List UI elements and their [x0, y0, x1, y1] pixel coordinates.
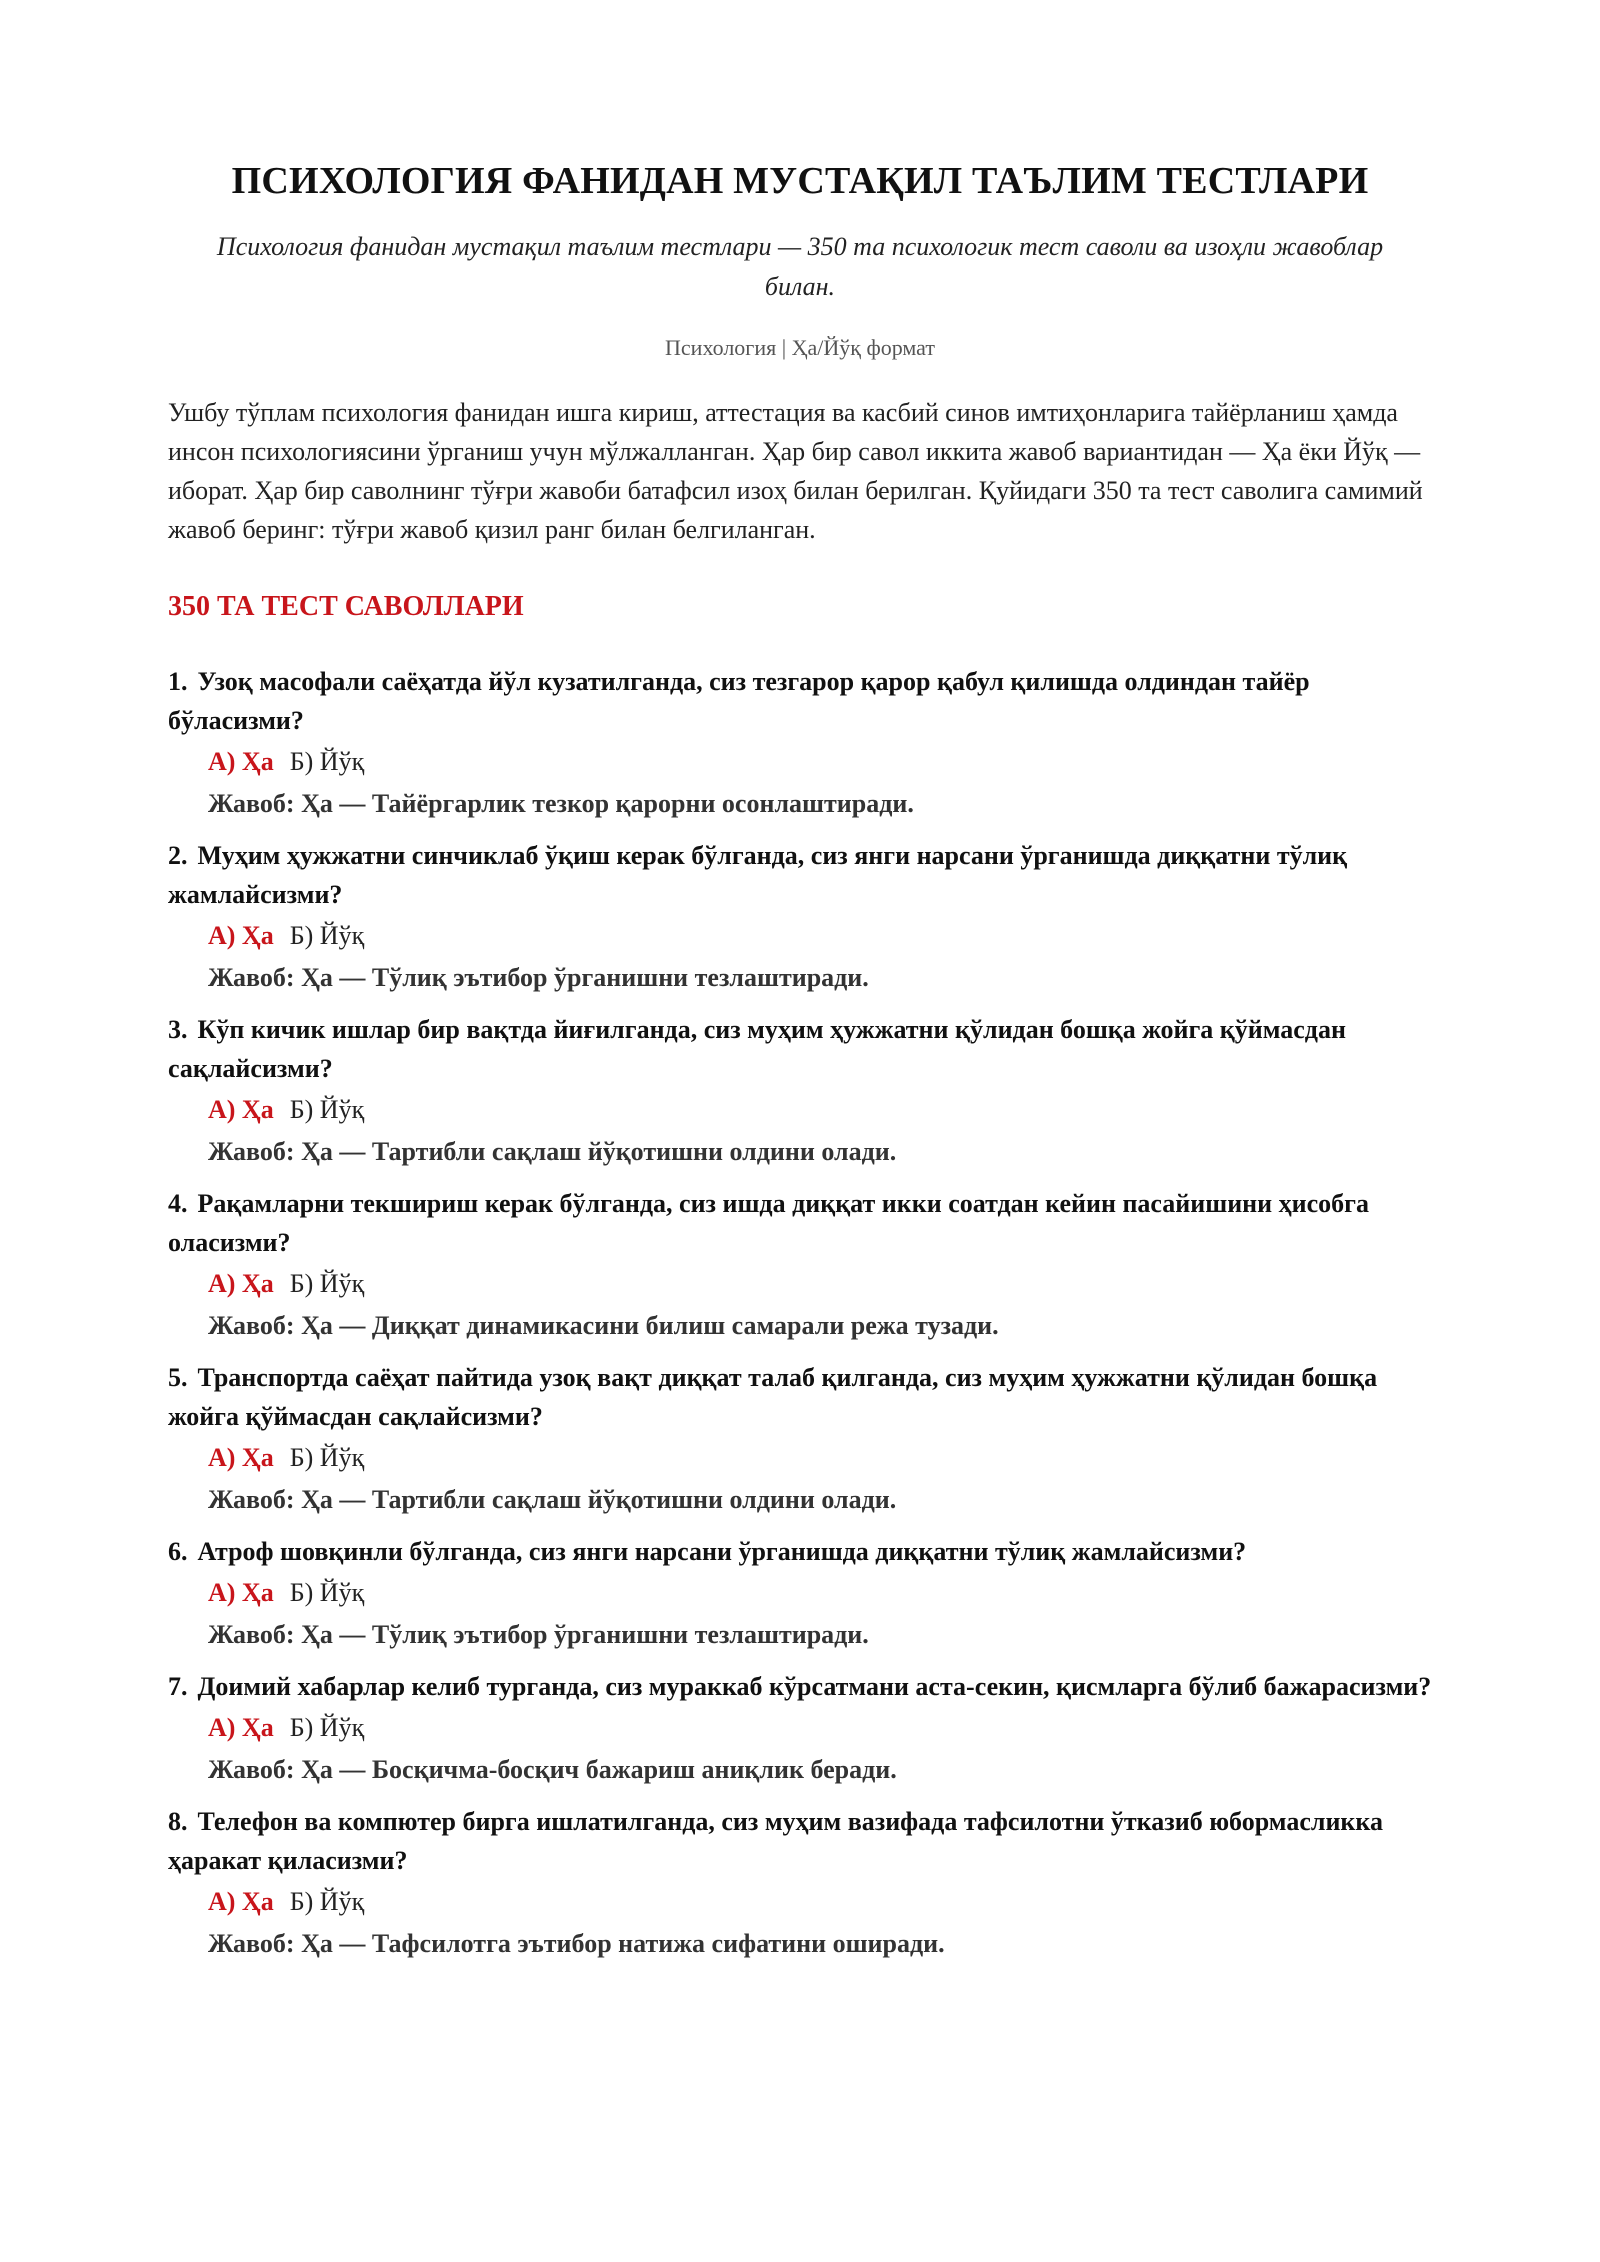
question-text-row — [168, 1358, 1432, 1436]
question-item — [168, 1010, 1432, 1172]
question-answer: Жавоб: Ҳа — Тўлиқ эътибор ўрганишни тезлаштиради. — [208, 963, 869, 992]
option-a: А) Ҳа — [208, 1713, 274, 1742]
option-b: Б) Йўқ — [289, 1269, 365, 1298]
question-item — [168, 1532, 1432, 1655]
question-options — [168, 1706, 1432, 1750]
option-b: Б) Йўқ — [289, 747, 365, 776]
document-meta: Психология | Ҳа/Йўқ формат — [665, 335, 935, 360]
question-answer: Жавоб: Ҳа — Тайёргарлик тезкор қарорни осонлаштиради. — [208, 789, 914, 818]
question-answer: Жавоб: Ҳа — Тартибли сақлаш йўқотишни олдини олади. — [208, 1485, 897, 1514]
question-item — [168, 662, 1432, 824]
question-answer: Жавоб: Ҳа — Тўлиқ эътибор ўрганишни тезлаштиради. — [208, 1620, 869, 1649]
question-text-row — [168, 1184, 1432, 1262]
option-a: А) Ҳа — [208, 1578, 274, 1607]
question-item — [168, 1667, 1432, 1790]
question-text-row — [168, 836, 1432, 914]
question-text: Узоқ масофали саёҳатда йўл кузатилганда, сиз тезгарор қарор қабул қилишда олдиндан тайёр бўласизми? — [168, 667, 1310, 735]
question-text: Кўп кичик ишлар бир вақтда йиғилганда, сиз муҳим ҳужжатни қўлидан бошқа жойга қўймасдан сақлайсизми? — [168, 1015, 1346, 1083]
question-text: Доимий хабарлар келиб турганда, сиз мураккаб кўрсатмани аста-секин, қисмларга бўлиб бажарасизми? — [197, 1672, 1432, 1701]
question-options — [168, 1571, 1432, 1615]
option-b: Б) Йўқ — [289, 1578, 365, 1607]
question-text: Рақамларни текшириш керак бўлганда, сиз ишда диққат икки соатдан кейин пасайишини ҳисобга оласизми? — [168, 1189, 1369, 1257]
question-number: 7. — [168, 1672, 188, 1701]
question-text: Муҳим ҳужжатни синчиклаб ўқиш керак бўлганда, сиз янги нарсани ўрганишда диққатни тўлиқ жамлайсизми? — [168, 841, 1348, 909]
option-a: А) Ҳа — [208, 747, 274, 776]
option-b: Б) Йўқ — [289, 1095, 365, 1124]
option-b: Б) Йўқ — [289, 1443, 365, 1472]
option-b: Б) Йўқ — [289, 921, 365, 950]
option-a: А) Ҳа — [208, 1887, 274, 1916]
document-subtitle: Психология фанидан мустақил таълим тестлари — 350 та психологик тест саволи ва изоҳли жавоблар билан. — [216, 232, 1384, 301]
option-b: Б) Йўқ — [289, 1887, 365, 1916]
question-number: 8. — [168, 1807, 188, 1836]
question-number: 2. — [168, 841, 188, 870]
question-number: 6. — [168, 1537, 188, 1566]
option-a: А) Ҳа — [208, 921, 274, 950]
question-text: Транспортда саёҳат пайтида узоқ вақт диққат талаб қилганда, сиз муҳим ҳужжатни қўлидан бошқа жойга қўймасдан сақлайсизми? — [168, 1363, 1378, 1431]
question-list — [168, 662, 1432, 1964]
option-b: Б) Йўқ — [289, 1713, 365, 1742]
question-number: 4. — [168, 1189, 188, 1218]
question-number: 3. — [168, 1015, 188, 1044]
question-answer: Жавоб: Ҳа — Диққат динамикасини билиш самарали режа тузади. — [208, 1311, 999, 1340]
option-a: А) Ҳа — [208, 1269, 274, 1298]
question-item — [168, 1184, 1432, 1346]
section-title: 350 ТА ТЕСТ САВОЛЛАРИ — [168, 591, 524, 622]
question-answer: Жавоб: Ҳа — Босқичма-босқич бажариш аниқлик беради. — [208, 1755, 897, 1784]
question-text-row — [168, 1010, 1432, 1088]
intro-paragraph: Ушбу тўплам психология фанидан ишга кириш, аттестация ва касбий синов имтиҳонларига тайёрланиш ҳамда инсон психологиясини ўрганиш учун мўлжалланган. Ҳар бир савол иккита жавоб вариантидан — Ҳа ёки Йўқ — иборат. Ҳар бир саволнинг тўғри жавоби батафсил изоҳ билан берилган. Қуйидаги 350 та тест саволига самимий жавоб беринг: тўғри жавоб қизил ранг билан белгиланган. — [168, 398, 1423, 544]
question-item — [168, 1802, 1432, 1964]
question-text-row — [168, 1667, 1432, 1706]
question-text-row — [168, 662, 1432, 740]
question-text-row — [168, 1532, 1432, 1571]
question-item — [168, 1358, 1432, 1520]
question-options — [168, 740, 1432, 784]
option-a: А) Ҳа — [208, 1095, 274, 1124]
question-number: 1. — [168, 667, 188, 696]
question-item — [168, 836, 1432, 998]
question-text: Атроф шовқинли бўлганда, сиз янги нарсани ўрганишда диққатни тўлиқ жамлайсизми? — [197, 1537, 1247, 1566]
question-answer: Жавоб: Ҳа — Тартибли сақлаш йўқотишни олдини олади. — [208, 1137, 897, 1166]
question-answer: Жавоб: Ҳа — Тафсилотга эътибор натижа сифатини оширади. — [208, 1929, 945, 1958]
question-options — [168, 1880, 1432, 1924]
question-options — [168, 1088, 1432, 1132]
question-number: 5. — [168, 1363, 188, 1392]
question-options — [168, 1436, 1432, 1480]
question-text: Телефон ва компютер бирга ишлатилганда, сиз муҳим вазифада тафсилотни ўтказиб юбормасликка ҳаракат қиласизми? — [168, 1807, 1383, 1875]
document-title: ПСИХОЛОГИЯ ФАНИДАН МУСТАҚИЛ ТАЪЛИМ ТЕСТЛАРИ — [231, 160, 1369, 202]
question-options — [168, 1262, 1432, 1306]
question-options — [168, 914, 1432, 958]
question-text-row — [168, 1802, 1432, 1880]
option-a: А) Ҳа — [208, 1443, 274, 1472]
